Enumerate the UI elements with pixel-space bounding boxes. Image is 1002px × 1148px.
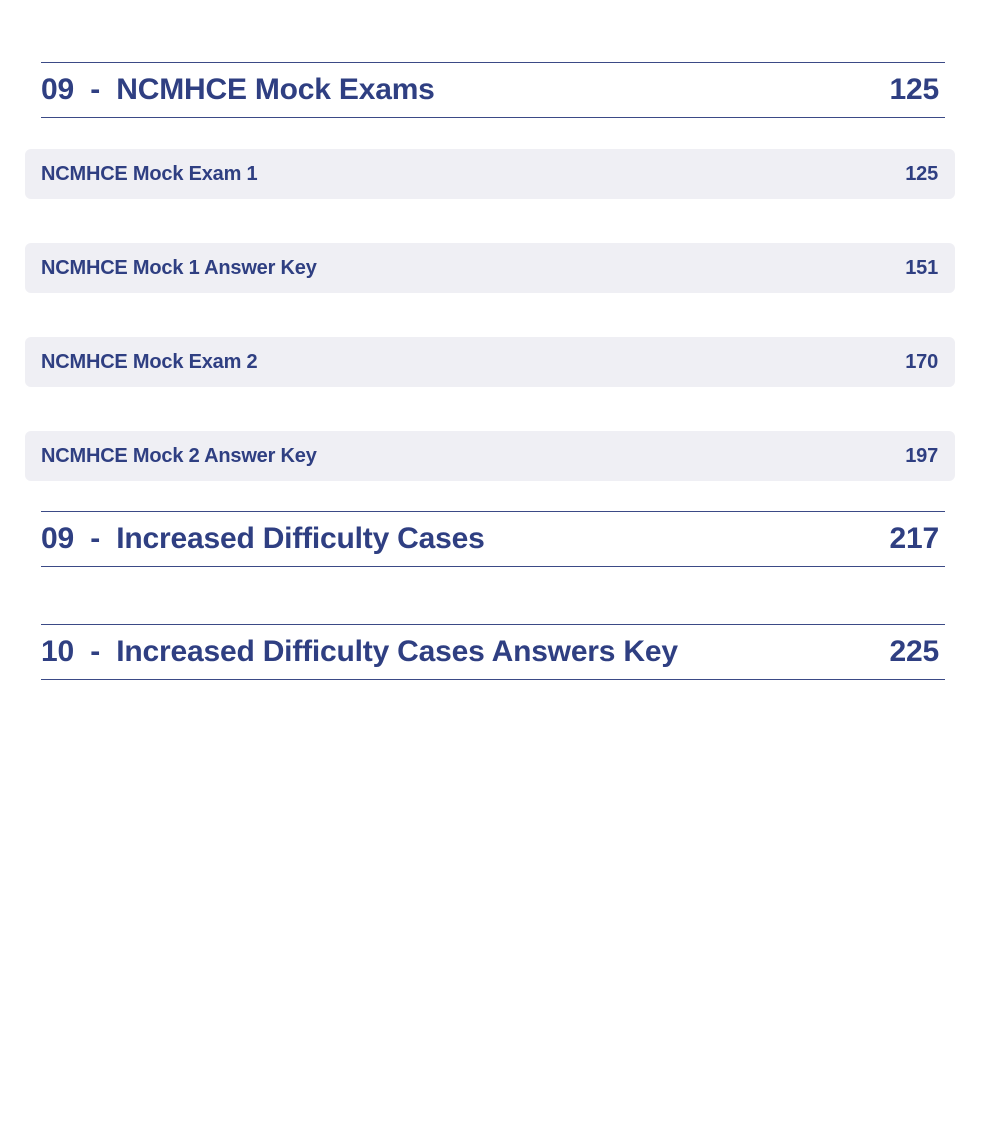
- section-page-number: 125: [905, 162, 938, 185]
- toc-section-mock-2-answer-key[interactable]: [25, 431, 955, 481]
- section-page-number: 151: [905, 256, 938, 279]
- toc-chapter-increased-difficulty-answers-key[interactable]: [41, 624, 945, 680]
- chapter-title: 10 - Increased Difficulty Cases Answers Key: [41, 635, 678, 668]
- section-page-number: 170: [905, 350, 938, 373]
- toc-section-mock-1-answer-key[interactable]: [25, 243, 955, 293]
- chapter-page-number: 217: [889, 522, 939, 555]
- toc-section-mock-exam-2[interactable]: [25, 337, 955, 387]
- toc-section-mock-exam-1[interactable]: [25, 149, 955, 199]
- chapter-title: 09 - NCMHCE Mock Exams: [41, 73, 435, 106]
- section-title: NCMHCE Mock Exam 1: [41, 162, 258, 185]
- chapter-page-number: 225: [889, 635, 939, 668]
- section-title: NCMHCE Mock 1 Answer Key: [41, 256, 317, 279]
- toc-chapter-ncmhce-mock-exams[interactable]: [41, 62, 945, 118]
- chapter-page-number: 125: [889, 73, 939, 106]
- toc-chapter-increased-difficulty-cases[interactable]: [41, 511, 945, 567]
- section-page-number: 197: [905, 444, 938, 467]
- chapter-title: 09 - Increased Difficulty Cases: [41, 522, 485, 555]
- section-title: NCMHCE Mock Exam 2: [41, 350, 258, 373]
- section-title: NCMHCE Mock 2 Answer Key: [41, 444, 317, 467]
